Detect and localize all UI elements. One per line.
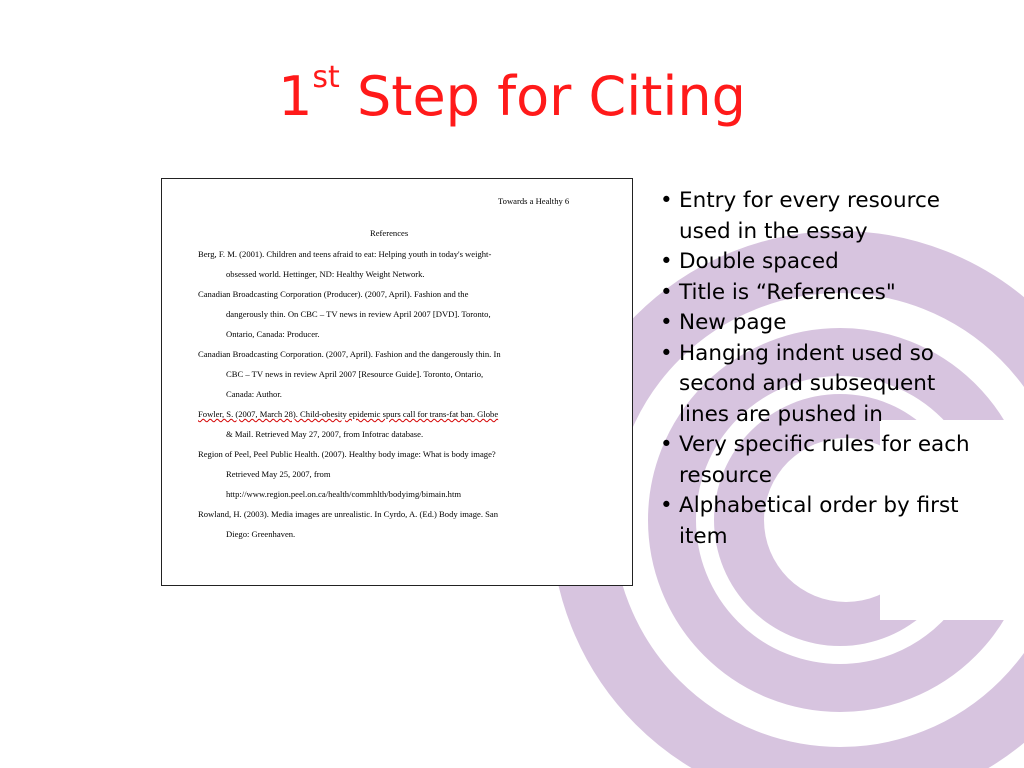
reference-line: Berg, F. M. (2001). Children and teens afraid to eat: Helping youth in today's weight- <box>198 249 492 259</box>
bullet-text: New page <box>679 310 787 335</box>
reference-line: obsessed world. Hettinger, ND: Healthy Weight Network. <box>226 269 425 279</box>
bullet-text: Very specific rules for each resource <box>679 432 970 488</box>
bullet-item <box>660 491 990 552</box>
reference-line: Region of Peel, Peel Public Health. (2007). Healthy body image: What is body image? <box>198 449 496 459</box>
reference-line: http://www.region.peel.on.ca/health/commhlth/bodyimg/bimain.htm <box>226 489 462 499</box>
bullet-marker: • <box>660 340 673 366</box>
title-text: Step for Citing <box>339 65 746 128</box>
slide-title <box>0 62 1024 132</box>
bullet-marker: • <box>660 493 673 518</box>
bullet-text: Entry for every resource used in the essay <box>679 188 941 244</box>
reference-line: Fowler, S. (2007, March 28). Child-obesity epidemic spurs call for trans-fat ban. Globe <box>198 409 499 419</box>
bullet-item <box>660 247 990 278</box>
title-number: 1 <box>278 65 313 128</box>
bullet-text: Double spaced <box>679 249 839 274</box>
reference-line: CBC – TV news in review April 2007 [Resource Guide]. Toronto, Ontario, <box>226 369 484 379</box>
bullet-marker: • <box>660 188 673 213</box>
bullet-text: Hanging indent used so second and subsequent lines are pushed in <box>679 340 936 427</box>
bullet-item <box>660 430 990 491</box>
bullet-item <box>660 278 990 309</box>
bullet-marker: • <box>660 249 673 274</box>
bullet-marker: • <box>660 279 673 305</box>
reference-line: Rowland, H. (2003). Media images are unrealistic. In Cyrdo, A. (Ed.) Body image. San <box>198 509 499 519</box>
reference-line: Canada: Author. <box>226 389 282 399</box>
bullet-list <box>660 186 990 552</box>
bullet-item <box>660 339 990 431</box>
running-head: Towards a Healthy 6 <box>498 196 570 206</box>
references-page-image <box>161 178 633 586</box>
reference-line: Canadian Broadcasting Corporation. (2007, April). Fashion and the dangerously thin. In <box>198 349 501 359</box>
bullet-text: Alphabetical order by first item <box>679 493 959 549</box>
reference-line: Retrieved May 25, 2007, from <box>226 469 331 479</box>
bullet-marker: • <box>660 432 673 457</box>
reference-line: Ontario, Canada: Producer. <box>226 329 320 339</box>
reference-line: dangerously thin. On CBC – TV news in review April 2007 [DVD]. Toronto, <box>226 309 491 319</box>
bullet-text: Title is “References" <box>679 279 896 305</box>
bullet-item <box>660 186 990 247</box>
references-heading: References <box>370 228 409 238</box>
title-superscript: st <box>312 60 340 95</box>
bullet-item <box>660 308 990 339</box>
reference-line: Canadian Broadcasting Corporation (Producer). (2007, April). Fashion and the <box>198 289 469 299</box>
reference-line: Diego: Greenhaven. <box>226 529 296 539</box>
bullet-marker: • <box>660 310 673 335</box>
reference-line: & Mail. Retrieved May 27, 2007, from Infotrac database. <box>226 429 424 439</box>
